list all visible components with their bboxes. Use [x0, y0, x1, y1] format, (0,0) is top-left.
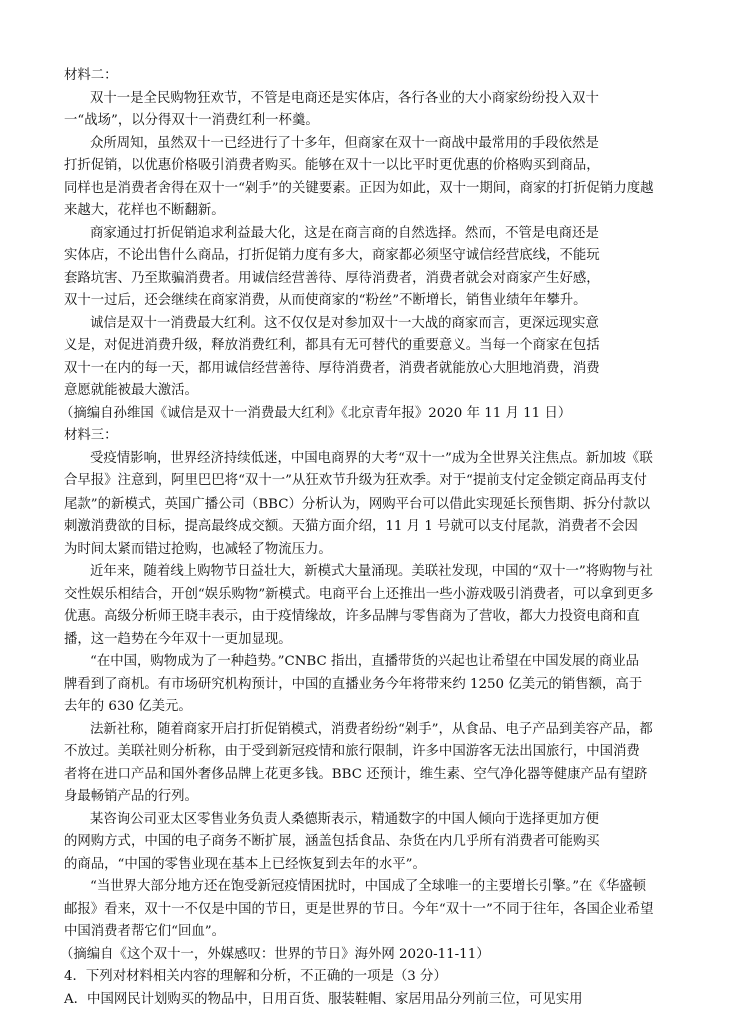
- question-stem: 4．下列对材料相关内容的理解和分析，不正确的一项是（3 分）: [64, 969, 447, 984]
- material3-line: 某咨询公司亚太区零售业务负责人桑德斯表示，精通数字的中国人倾向于选择更加方便: [90, 811, 599, 827]
- material2-line: 打折促销，以优惠价格吸引消费者购买。能够在双十一以比平时更优惠的价格购买到商品，: [64, 158, 600, 174]
- material3-line: 交性娱乐相结合，开创“娱乐购物”新模式。电商平台上还推出一些小游戏吸引消费者，可以拿到更多: [64, 586, 654, 602]
- material2-line: 双十一是全民购物狂欢节，不管是电商还是实体店，各行各业的大小商家纷纷投入双十: [90, 91, 599, 106]
- material3-line: 的网购方式，中国的电子商务不断扩展，涵盖包括食品、杂货在内几乎所有消费者可能购买: [64, 833, 600, 849]
- material3-line: “在中国，购物成为了一种趋势。”CNBC 指出，直播带货的兴起也让希望在中国发展的商业品: [90, 653, 639, 669]
- question-option-a: A．中国网民计划购买的物品中，日用百货、服装鞋帽、家居用品分列前三位，可见实用: [64, 992, 583, 1007]
- material2-source: （摘编自孙维国《诚信是双十一消费最大红利》《北京青年报》2020 年 11 月 11 日）: [60, 406, 572, 422]
- material3-line: 播，这一趋势在今年双十一更加显现。: [64, 631, 292, 647]
- material2-line: 意愿就能被最大激活。: [64, 383, 198, 399]
- material3-line: 刺激消费欲的目标，提高最终成交额。天猫方面介绍，11 月 1 号就可以支付尾款，消费者不会因: [64, 518, 638, 534]
- material3-line: 的商品，“中国的零售业现在基本上已经恢复到去年的水平”。: [64, 856, 426, 872]
- material3-line: 尾款”的新模式，英国广播公司（BBC）分析认为，网购平台可以借此实现延长预售期、拆分付款以: [64, 496, 651, 512]
- material3-line: 不放过。美联社则分析称，由于受到新冠疫情和旅行限制，许多中国游客无法出国旅行，中国消费: [64, 743, 640, 759]
- material3-line: 邮报》看来，双十一不仅是中国的节日，更是世界的节日。今年“双十一”不同于往年，各国企业希望: [64, 901, 654, 917]
- material3-source: （摘编自《这个双十一，外媒感叹：世界的节日》海外网 2020-11-11）: [60, 947, 490, 962]
- material3-line: 牌看到了商机。有市场研究机构预计，中国的直播业务今年将带来约 1250 亿美元的销售额，高于: [64, 676, 643, 692]
- material2-line: 一“战场”，以分得双十一消费红利一杯羹。: [64, 113, 319, 128]
- material2-line: 套路坑害、乃至欺骗消费者。用诚信经营善待、厚待消费者，消费者就会对商家产生好感，: [64, 271, 600, 287]
- material3-line: 去年的 630 亿美元。: [64, 698, 192, 714]
- material3-line: 法新社称，随着商家开启打折促销模式，消费者纷纷“剁手”，从食品、电子产品到美容产品，都: [90, 721, 653, 737]
- material3-line: 受疫情影响，世界经济持续低迷，中国电商界的大考“双十一”成为全世界关注焦点。新加坡《联: [90, 451, 653, 467]
- material2-line: 来越大，花样也不断翻新。: [64, 203, 225, 219]
- material2-line: 同样也是消费者舍得在双十一“剁手”的关键要素。正因为如此，双十一期间，商家的打折促销力度越: [64, 181, 654, 197]
- material2-line: 实体店，不论出售什么商品，打折促销力度有多大，商家都必须坚守诚信经营底线，不能玩: [64, 248, 600, 264]
- material3-line: 身最畅销产品的行列。: [64, 788, 198, 804]
- material2-line: 双十一过后，还会继续在商家消费，从而使商家的“粉丝”不断增长，销售业绩年年攀升。: [64, 293, 587, 309]
- material3-line: 近年来，随着线上购物节日益壮大，新模式大量涌现。美联社发现，中国的“双十一”将购物与社: [90, 563, 653, 579]
- material2-line: 商家通过打折促销追求利益最大化，这是在商言商的自然选择。然而，不管是电商还是: [90, 226, 599, 242]
- material3-line: 为时间太紧而错过抢购，也减轻了物流压力。: [64, 541, 332, 557]
- material3-line: “当世界大部分地方还在饱受新冠疫情困扰时，中国成了全球唯一的主要增长引擎。”在《华盛顿: [90, 878, 647, 894]
- material2-line: 众所周知，虽然双十一已经进行了十多年，但商家在双十一商战中最常用的手段依然是: [90, 136, 599, 152]
- material2-line: 双十一在内的每一天，都用诚信经营善待、厚待消费者，消费者就能放心大胆地消费，消费: [64, 361, 600, 377]
- material3-line: 合早报》注意到，阿里巴巴将“双十一”从狂欢节升级为狂欢季。对于“提前支付定金锁定商品再支付: [64, 473, 647, 489]
- material3-line: 优惠。高级分析师王晓丰表示，由于疫情缘故，许多品牌与零售商为了营收，都大力投资电商和直: [64, 608, 640, 624]
- material2-heading: 材料二：: [64, 68, 118, 83]
- material3-line: 者将在进口产品和国外奢侈品牌上花更多钱。BBC 还预计，维生素、空气净化器等健康产品有望跻: [64, 766, 648, 782]
- material3-line: 中国消费者帮它们“回血”。: [64, 923, 225, 939]
- material3-heading: 材料三：: [64, 428, 118, 444]
- material2-line: 义是，对促进消费升级，释放消费红利，都具有无可替代的重要意义。当每一个商家在包括: [64, 338, 600, 354]
- material2-line: 诚信是双十一消费最大红利。这不仅仅是对参加双十一大战的商家而言，更深远现实意: [90, 316, 599, 332]
